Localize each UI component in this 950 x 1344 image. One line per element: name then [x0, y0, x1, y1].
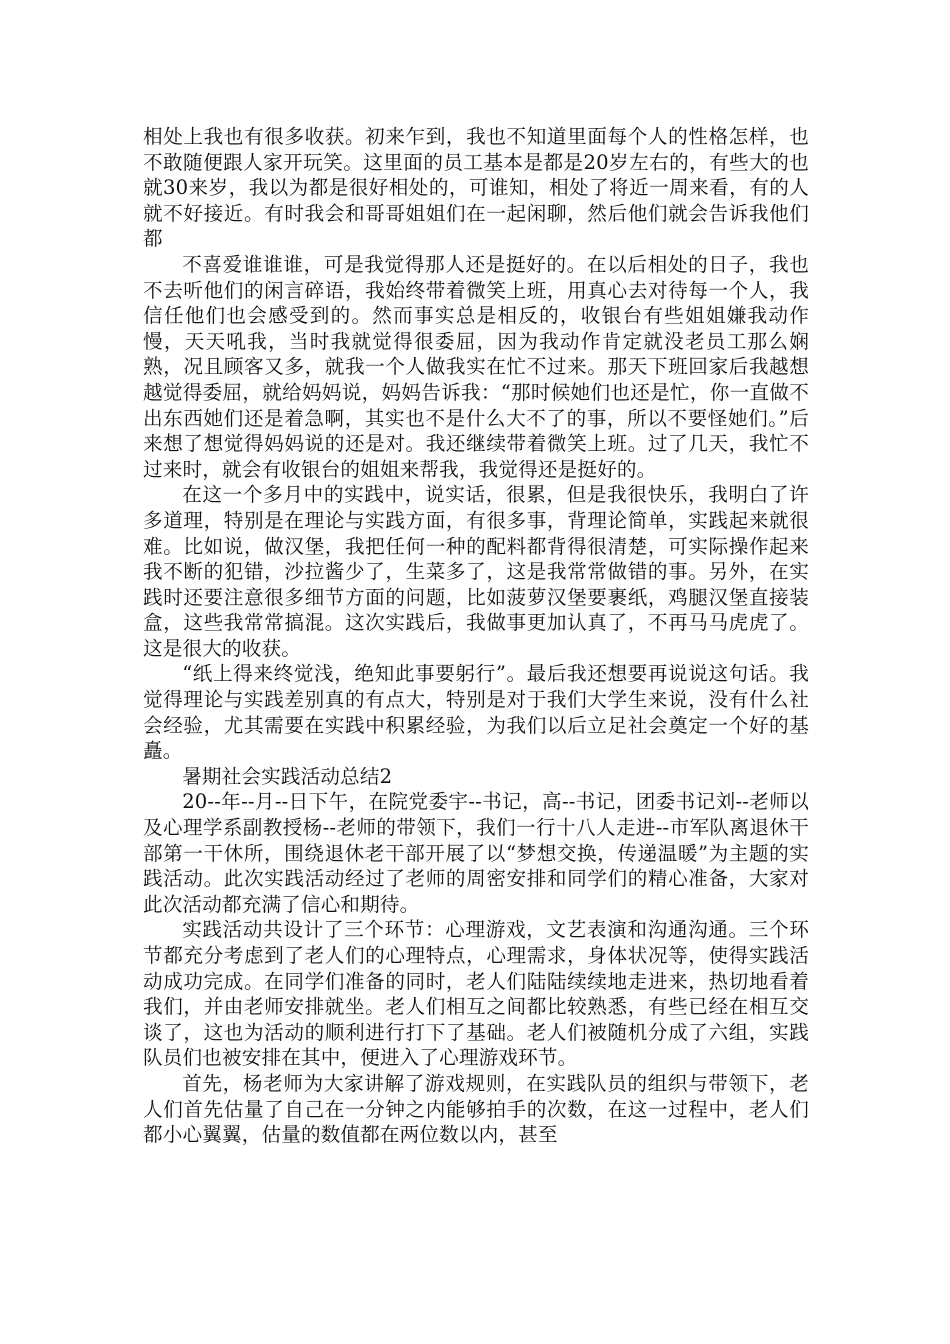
paragraph-2: 不喜爱谁谁谁，可是我觉得那人还是挺好的。在以后相处的日子，我也不去听他们的闲言碎语，我始终带着微笑上班，用真心去对待每一个人，我信任他们也会感受到的。然而事实总是相反的，收银台有些姐姐嫌我动作慢，天天吼我，当时我就觉得很委屈，因为我动作肯定就没老员工那么娴熟，况且顾客又多，就我一个人做我实在忙不过来。那天下班回家后我越想越觉得委屈，就给妈妈说，妈妈告诉我：“那时候她们也还是忙，你一直做不出东西她们还是着急啊，其实也不是什么大不了的事，所以不要怪她们。”后来想了想觉得妈妈说的还是对。我还继续带着微笑上班。过了几天，我忙不过来时，就会有收银台的姐姐来帮我，我觉得还是挺好的。: [143, 252, 809, 481]
paragraph-4: “纸上得来终觉浅，绝知此事要躬行”。最后我还想要再说说这句话。我觉得理论与实践差别真的有点大，特别是对于我们大学生来说，没有什么社会经验，尤其需要在实践中积累经验，为我们以后立足社会奠定一个好的基矗。: [143, 662, 809, 763]
paragraph-1: 相处上我也有很多收获。初来乍到，我也不知道里面每个人的性格怎样，也不敢随便跟人家开玩笑。这里面的员工基本是都是20岁左右的，有些大的也就30来岁，我以为都是很好相处的，可谁知，相处了将近一周来看，有的人就不好接近。有时我会和哥哥姐姐们在一起闲聊，然后他们就会告诉我他们都: [143, 125, 809, 251]
paragraph-3: 在这一个多月中的实践中，说实话，很累，但是我很快乐，我明白了许多道理，特别是在理论与实践方面，有很多事，背理论简单，实践起来就很难。比如说，做汉堡，我把任何一种的配料都背得很清楚，可实际操作起来我不断的犯错，沙拉酱少了，生菜多了，这是我常常做错的事。另外，在实践时还要注意很多细节方面的问题，比如菠萝汉堡要裹纸，鸡腿汉堡直接装盒，这些我常常搞混。这次实践后，我做事更加认真了，不再马马虎虎了。这是很大的收获。: [143, 483, 809, 660]
paragraph-5: 20--年--月--日下午，在院党委宇--书记，高--书记，团委书记刘--老师以及心理学系副教授杨--老师的带领下，我们一行十八人走进--市军队离退休干部第一干休所，围绕退休老干部开展了以“梦想交换，传递温暖”为主题的实践活动。此次实践活动经过了老师的周密安排和同学们的精心准备，大家对此次活动都充满了信心和期待。: [143, 790, 809, 916]
paragraph-7: 首先，杨老师为大家讲解了游戏规则，在实践队员的组织与带领下，老人们首先估量了自己在一分钟之内能够拍手的次数，在这一过程中，老人们都小心翼翼，估量的数值都在两位数以内，甚至: [143, 1071, 809, 1147]
paragraph-6: 实践活动共设计了三个环节：心理游戏，文艺表演和沟通沟通。三个环节都充分考虑到了老人们的心理特点，心理需求，身体状况等，使得实践活动成功完成。在同学们准备的同时，老人们陆陆续续地走进来，热切地看着我们，并由老师安排就坐。老人们相互之间都比较熟悉，有些已经在相互交谈了，这也为活动的顺利进行打下了基础。老人们被随机分成了六组，实践队员们也被安排在其中，便进入了心理游戏环节。: [143, 918, 809, 1070]
document-body: [143, 124, 809, 1148]
section-heading: 暑期社会实践活动总结2: [182, 764, 393, 788]
